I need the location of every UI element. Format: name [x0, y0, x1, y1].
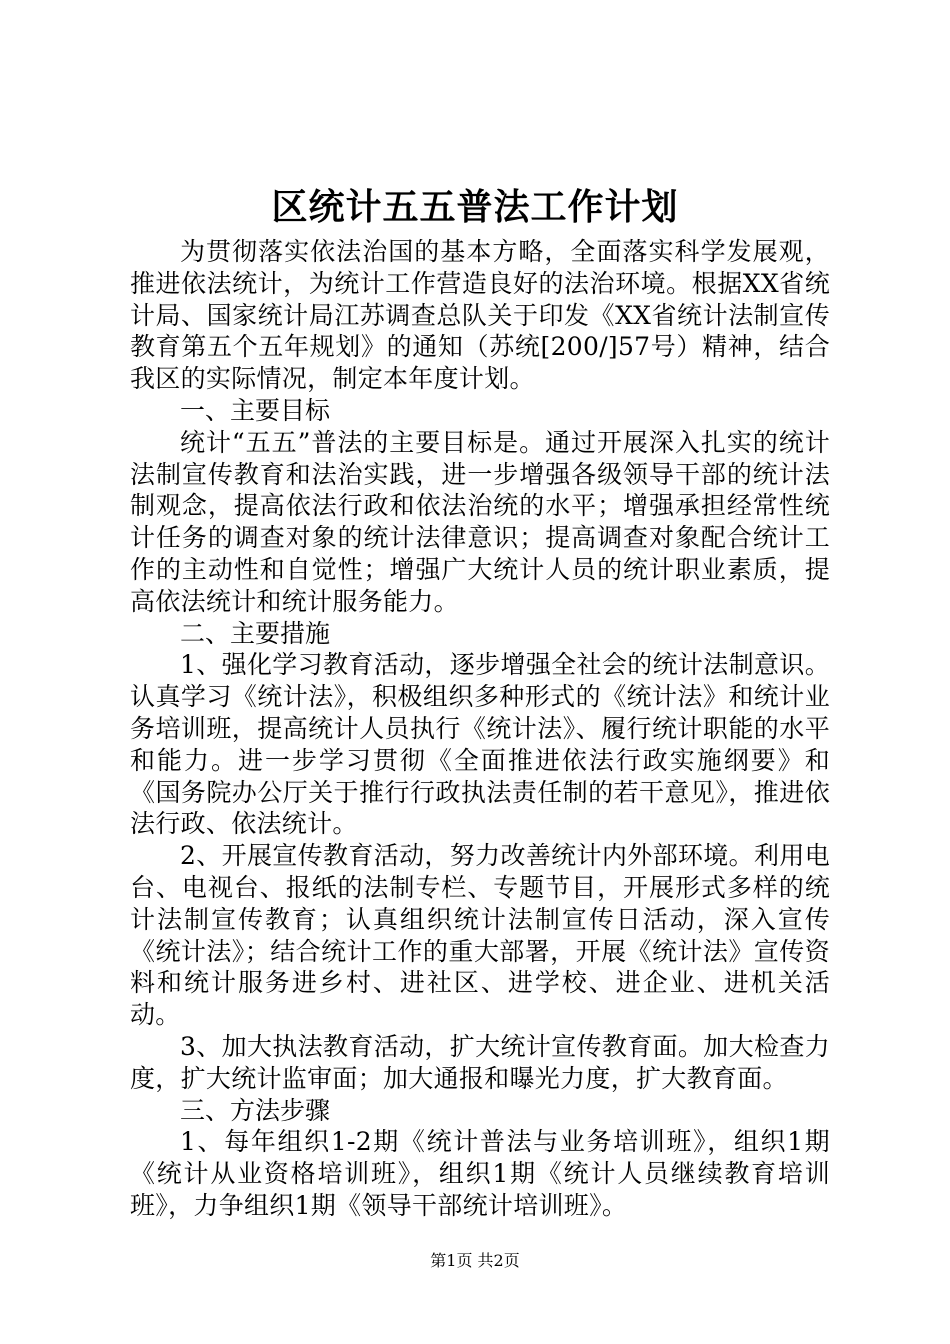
goals-paragraph: 统计“五五”普法的主要目标是。通过开展深入扎实的统计法制宣传教育和法治实践，进一步增强各级领导干部的统计法制观念，提高依法行政和依法治统的水平；增强承担经常性统计任务的调查对象的统计法律意识；提高调查对象配合统计工作的主动性和自觉性；增强广大统计人员的统计职业素质，提高依法统计和统计服务能力。 [130, 427, 830, 616]
step-paragraph-1: 1、每年组织1-2期《统计普法与业务培训班》，组织1期《统计从业资格培训班》，组织1期《统计人员继续教育培训班》，力争组织1期《领导干部统计培训班》。 [130, 1127, 830, 1220]
intro-paragraph: 为贯彻落实依法治国的基本方略，全面落实科学发展观，推进依法统计，为统计工作营造良好的法治环境。根据XX省统计局、国家统计局江苏调查总队关于印发《XX省统计法制宣传教育第五个五年规划》的通知（苏统[200/]57号）精神，结合我区的实际情况，制定本年度计划。 [130, 237, 830, 394]
measure-paragraph-3: 3、加大执法教育活动，扩大统计宣传教育面。加大检查力度，扩大统计监审面；加大通报和曝光力度，扩大教育面。 [130, 1031, 830, 1093]
section-heading-goals: 一、主要目标 [180, 395, 331, 425]
page-footer: 第1页 共2页 [430, 1251, 520, 1270]
document-body [130, 236, 830, 1222]
document-title: 区统计五五普法工作计划 [271, 186, 679, 228]
measure-paragraph-1: 1、强化学习教育活动，逐步增强全社会的统计法制意识。认真学习《统计法》，积极组织多种形式的《统计法》和统计业务培训班，提高统计人员执行《统计法》、履行统计职能的水平和能力。进一步学习贯彻《全面推进依法行政实施纲要》和《国务院办公厅关于推行行政执法责任制的若干意见》，推进依法行政、依法统计。 [130, 650, 830, 839]
section-heading-steps: 三、方法步骤 [180, 1095, 331, 1125]
section-heading-measures: 二、主要措施 [180, 618, 331, 648]
measure-paragraph-2: 2、开展宣传教育活动，努力改善统计内外部环境。利用电台、电视台、报纸的法制专栏、专题节目，开展形式多样的统计法制宣传教育；认真组织统计法制宣传日活动，深入宣传《统计法》；结合统计工作的重大部署，开展《统计法》宣传资料和统计服务进乡村、进社区、进学校、进企业、进机关活动。 [130, 841, 830, 1030]
